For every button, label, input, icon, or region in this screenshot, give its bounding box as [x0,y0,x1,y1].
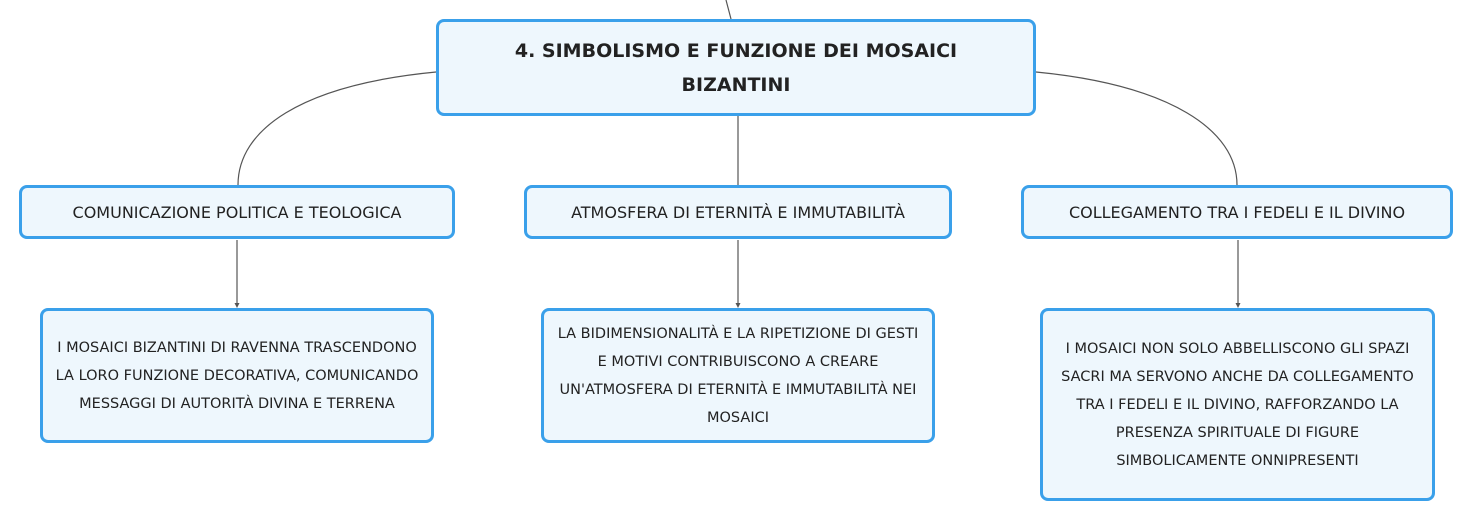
detail-topic-3-text: I MOSAICI NON SOLO ABBELLISCONO GLI SPAZI SACRI MA SERVONO ANCHE DA COLLEGAMENTO TRA I FEDELI E IL DIVINO, RAFFORZANDO LA PRESENZA SPIRITUALE DI FIGURE SIMBOLICAMENTE ONNIPRESENTI [1061,340,1414,469]
detail-topic-2-text: LA BIDIMENSIONALITÀ E LA RIPETIZIONE DI GESTI E MOTIVI CONTRIBUISCONO A CREARE UN'ATMOSFERA DI ETERNITÀ E IMMUTABILITÀ NEI MOSAICI [557,325,919,426]
branch-topic-2[interactable] [524,185,952,239]
branch-topic-2-label: ATMOSFERA DI ETERNITÀ E IMMUTABILITÀ [571,202,905,222]
branch-topic-1[interactable] [19,185,455,239]
connector-root-to-branch-1 [238,72,436,185]
branch-topic-3[interactable] [1021,185,1453,239]
detail-topic-2[interactable] [541,308,935,443]
root-topic-label: 4. SIMBOLISMO E FUNZIONE DEI MOSAICI BIZANTINI [514,39,958,96]
branch-topic-3-label: COLLEGAMENTO TRA I FEDELI E IL DIVINO [1068,202,1406,222]
connector-root-to-branch-3 [1036,72,1237,185]
branch-topic-1-label: COMUNICAZIONE POLITICA E TEOLOGICA [72,202,402,222]
detail-topic-3[interactable] [1040,308,1435,501]
root-topic[interactable] [436,19,1036,116]
detail-topic-1-text: I MOSAICI BIZANTINI DI RAVENNA TRASCENDONO LA LORO FUNZIONE DECORATIVA, COMUNICANDO MESSAGGI DI AUTORITÀ DIVINA E TERRENA [55,339,419,412]
detail-topic-1[interactable] [40,308,434,443]
connector-parent-to-root [726,0,731,19]
